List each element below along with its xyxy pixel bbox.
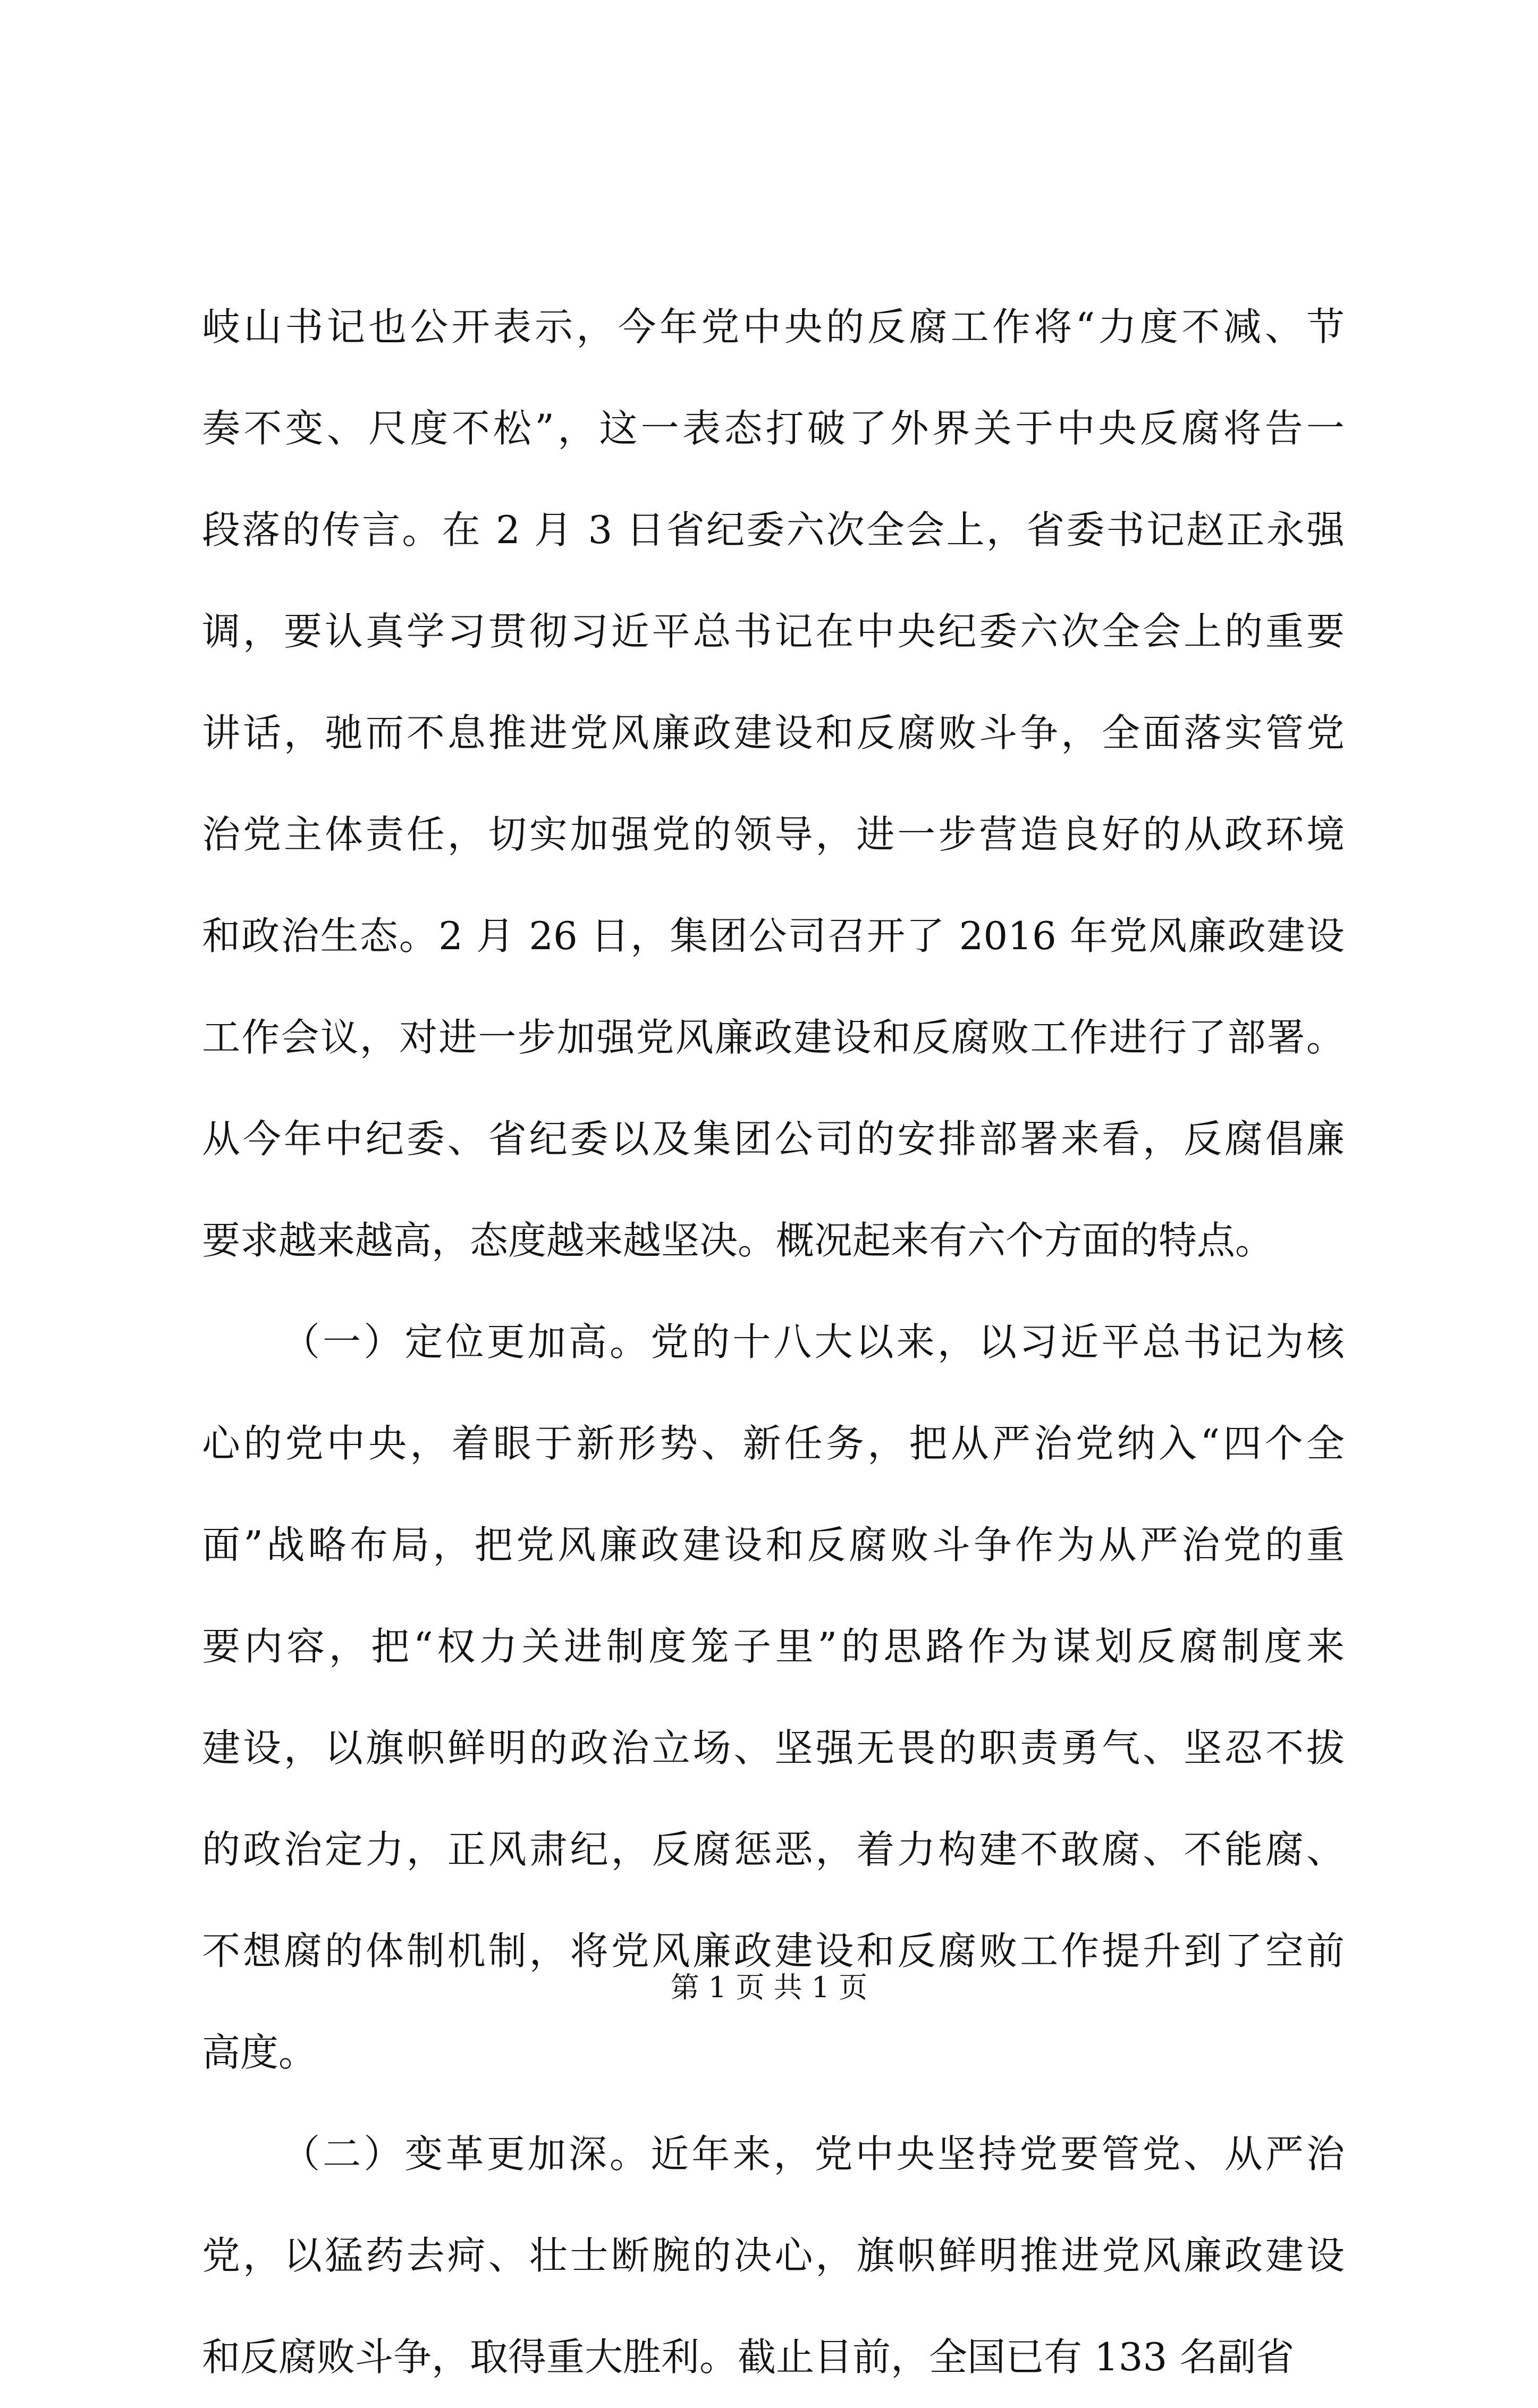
paragraph-1-line: 讲话，驰而不息推进党风廉政建设和反腐败斗争，全面落实管党 (202, 711, 1345, 755)
page-footer: 第 1 页 共 1 页 (670, 1971, 868, 2004)
paragraph-2-line: 的政治定力，正风肃纪，反腐惩恶，着力构建不敢腐、不能腐、 (202, 1827, 1345, 1872)
document-body (202, 276, 1345, 2408)
paragraph-2-line: 要内容，把“权力关进制度笼子里”的思路作为谋划反腐制度来 (202, 1624, 1345, 1669)
paragraph-2-line: （一）定位更加高。党的十八大以来，以习近平总书记为核 (282, 1320, 1345, 1364)
paragraph-2-line: 心的党中央，着眼于新形势、新任务，把从严治党纳入“四个全 (202, 1421, 1345, 1466)
paragraph-3-line: 党，以猛药去疴、壮士断腕的决心，旗帜鲜明推进党风廉政建设 (202, 2233, 1345, 2278)
paragraph-3-line: 和反腐败斗争，取得重大胜利。截止目前，全国已有 133 名副省 (202, 2335, 1295, 2379)
paragraph-2-line: 建设，以旗帜鲜明的政治立场、坚强无畏的职责勇气、坚忍不拔 (202, 1726, 1345, 1770)
paragraph-1-line: 要求越来越高，态度越来越坚决。概况起来有六个方面的特点。 (202, 1218, 1274, 1263)
paragraph-1-line: 治党主体责任，切实加强党的领导，进一步营造良好的从政环境 (202, 812, 1345, 857)
paragraph-1-line: 岐山书记也公开表示，今年党中央的反腐工作将“力度不减、节 (202, 305, 1345, 349)
paragraph-1-line: 工作会议，对进一步加强党风廉政建设和反腐败工作进行了部署。 (202, 1015, 1345, 1060)
paragraph-1-line: 奏不变、尺度不松”，这一表态打破了外界关于中央反腐将告一 (202, 406, 1345, 451)
paragraph-2-line: 不想腐的体制机制，将党风廉政建设和反腐败工作提升到了空前 (202, 1929, 1345, 1973)
paragraph-3-line: （二）变革更加深。近年来，党中央坚持党要管党、从严治 (282, 2132, 1345, 2176)
paragraph-1-line: 从今年中纪委、省纪委以及集团公司的安排部署来看，反腐倡廉 (202, 1117, 1345, 1161)
paragraph-2-line: 面”战略布局，把党风廉政建设和反腐败斗争作为从严治党的重 (202, 1523, 1345, 1567)
paragraph-1-line: 调，要认真学习贯彻习近平总书记在中央纪委六次全会上的重要 (202, 609, 1345, 654)
paragraph-1-line: 段落的传言。在 2 月 3 日省纪委六次全会上，省委书记赵正永强 (202, 508, 1345, 552)
paragraph-2-line: 高度。 (202, 2030, 317, 2075)
paragraph-1-line: 和政治生态。2 月 26 日，集团公司召开了 2016 年党风廉政建设 (202, 914, 1345, 958)
